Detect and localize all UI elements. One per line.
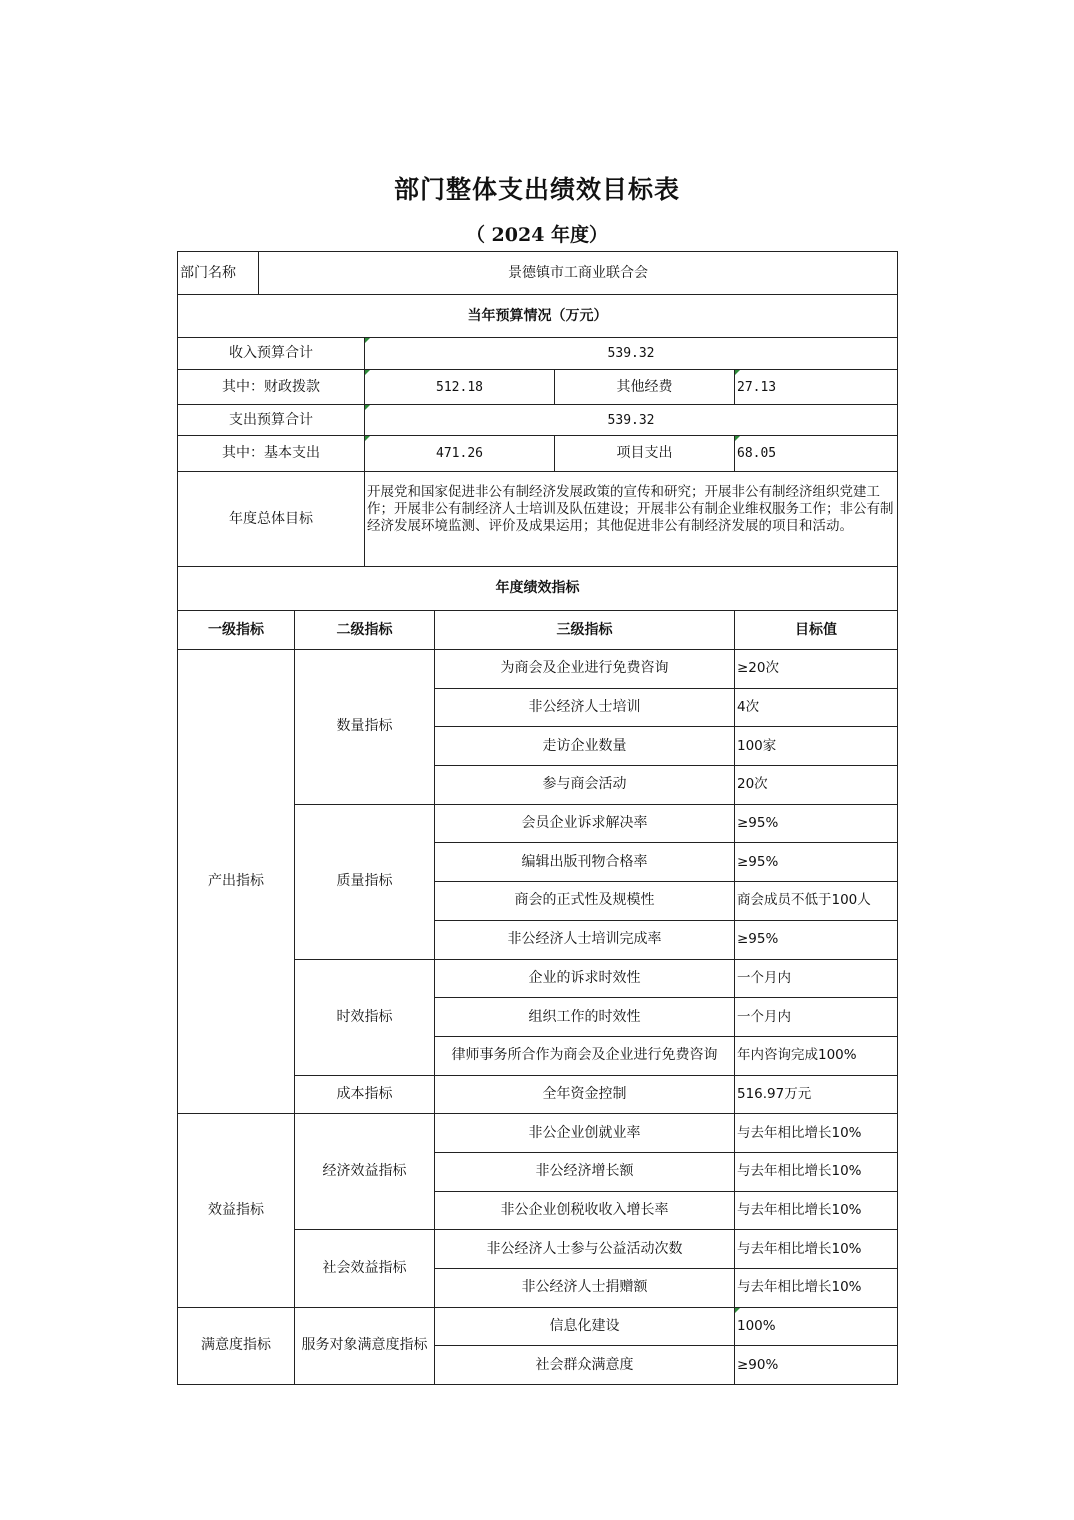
target-value: 4次 — [735, 688, 898, 727]
project-label: 项目支出 — [555, 436, 735, 472]
level3-indicator: 非公经济人士捐赠额 — [435, 1269, 735, 1308]
level3-indicator: 非公企业创就业率 — [435, 1114, 735, 1153]
fiscal-value: 512.18 — [365, 370, 555, 405]
target-value: 一个月内 — [735, 959, 898, 998]
level2-indicator: 社会效益指标 — [295, 1230, 435, 1307]
level3-indicator: 社会群众满意度 — [435, 1346, 735, 1385]
target-value: 与去年相比增长10% — [735, 1152, 898, 1191]
level1-indicator: 满意度指标 — [178, 1307, 295, 1384]
target-value: 商会成员不低于100人 — [735, 882, 898, 921]
target-value: 与去年相比增长10% — [735, 1230, 898, 1269]
level3-indicator: 为商会及企业进行免费咨询 — [435, 650, 735, 689]
basic-value: 471.26 — [365, 436, 555, 472]
other-value: 27.13 — [735, 370, 898, 405]
level3-indicator: 会员企业诉求解决率 — [435, 804, 735, 843]
level3-indicator: 非公经济增长额 — [435, 1152, 735, 1191]
target-value: ≥95% — [735, 843, 898, 882]
target-value: 与去年相比增长10% — [735, 1114, 898, 1153]
level3-indicator: 参与商会活动 — [435, 766, 735, 805]
level3-indicator: 全年资金控制 — [435, 1075, 735, 1114]
level3-indicator: 信息化建设 — [435, 1307, 735, 1346]
col-header-level2: 二级指标 — [295, 611, 435, 650]
level3-indicator: 律师事务所合作为商会及企业进行免费咨询 — [435, 1036, 735, 1075]
level2-indicator: 成本指标 — [295, 1075, 435, 1114]
target-value: ≥90% — [735, 1346, 898, 1385]
project-value: 68.05 — [735, 436, 898, 472]
level3-indicator: 编辑出版刊物合格率 — [435, 843, 735, 882]
fiscal-label: 其中：财政拨款 — [178, 370, 365, 405]
dept-name: 景德镇市工商业联合会 — [259, 252, 898, 295]
expense-total-value: 539.32 — [365, 405, 898, 436]
level3-indicator: 组织工作的时效性 — [435, 998, 735, 1037]
performance-table — [177, 251, 898, 1385]
indicator-row — [178, 650, 898, 689]
income-total-value: 539.32 — [365, 338, 898, 370]
page-year: （ 2024 年度） — [465, 224, 609, 246]
target-value: 与去年相比增长10% — [735, 1269, 898, 1308]
level3-indicator: 企业的诉求时效性 — [435, 959, 735, 998]
perf-header: 年度绩效指标 — [178, 567, 898, 611]
target-value: 年内咨询完成100% — [735, 1036, 898, 1075]
goal-text: 开展党和国家促进非公有制经济发展政策的宣传和研究；开展非公有制经济组织党建工作；开展非公有制经济人士培训及队伍建设；开展非公有制企业维权服务工作；非公有制经济发展环境监测、评价及成果运用；其他促进非公有制经济发展的项目和活动。 — [365, 472, 898, 567]
level3-indicator: 非公经济人士培训完成率 — [435, 920, 735, 959]
target-value: 100% — [735, 1307, 898, 1346]
level2-indicator: 服务对象满意度指标 — [295, 1307, 435, 1384]
target-value: 100家 — [735, 727, 898, 766]
indicator-row — [178, 1114, 898, 1153]
level2-indicator: 时效指标 — [295, 959, 435, 1075]
level1-indicator: 效益指标 — [178, 1114, 295, 1307]
page-title: 部门整体支出绩效目标表 — [393, 175, 680, 204]
target-value: 一个月内 — [735, 998, 898, 1037]
target-value: ≥20次 — [735, 650, 898, 689]
level3-indicator: 商会的正式性及规模性 — [435, 882, 735, 921]
level2-indicator: 数量指标 — [295, 650, 435, 805]
other-label: 其他经费 — [555, 370, 735, 405]
indicator-row — [178, 1307, 898, 1346]
level3-indicator: 非公经济人士参与公益活动次数 — [435, 1230, 735, 1269]
level3-indicator: 非公经济人士培训 — [435, 688, 735, 727]
target-value: 20次 — [735, 766, 898, 805]
level2-indicator: 经济效益指标 — [295, 1114, 435, 1230]
col-header-level1: 一级指标 — [178, 611, 295, 650]
expense-total-label: 支出预算合计 — [178, 405, 365, 436]
level2-indicator: 质量指标 — [295, 804, 435, 959]
basic-label: 其中：基本支出 — [178, 436, 365, 472]
level3-indicator: 非公企业创税收收入增长率 — [435, 1191, 735, 1230]
income-total-label: 收入预算合计 — [178, 338, 365, 370]
level3-indicator: 走访企业数量 — [435, 727, 735, 766]
col-header-target: 目标值 — [735, 611, 898, 650]
level1-indicator: 产出指标 — [178, 650, 295, 1114]
target-value: 516.97万元 — [735, 1075, 898, 1114]
budget-header: 当年预算情况（万元） — [178, 295, 898, 338]
dept-label: 部门名称 — [178, 252, 259, 295]
target-value: 与去年相比增长10% — [735, 1191, 898, 1230]
target-value: ≥95% — [735, 804, 898, 843]
goal-label: 年度总体目标 — [178, 472, 365, 567]
target-value: ≥95% — [735, 920, 898, 959]
col-header-level3: 三级指标 — [435, 611, 735, 650]
